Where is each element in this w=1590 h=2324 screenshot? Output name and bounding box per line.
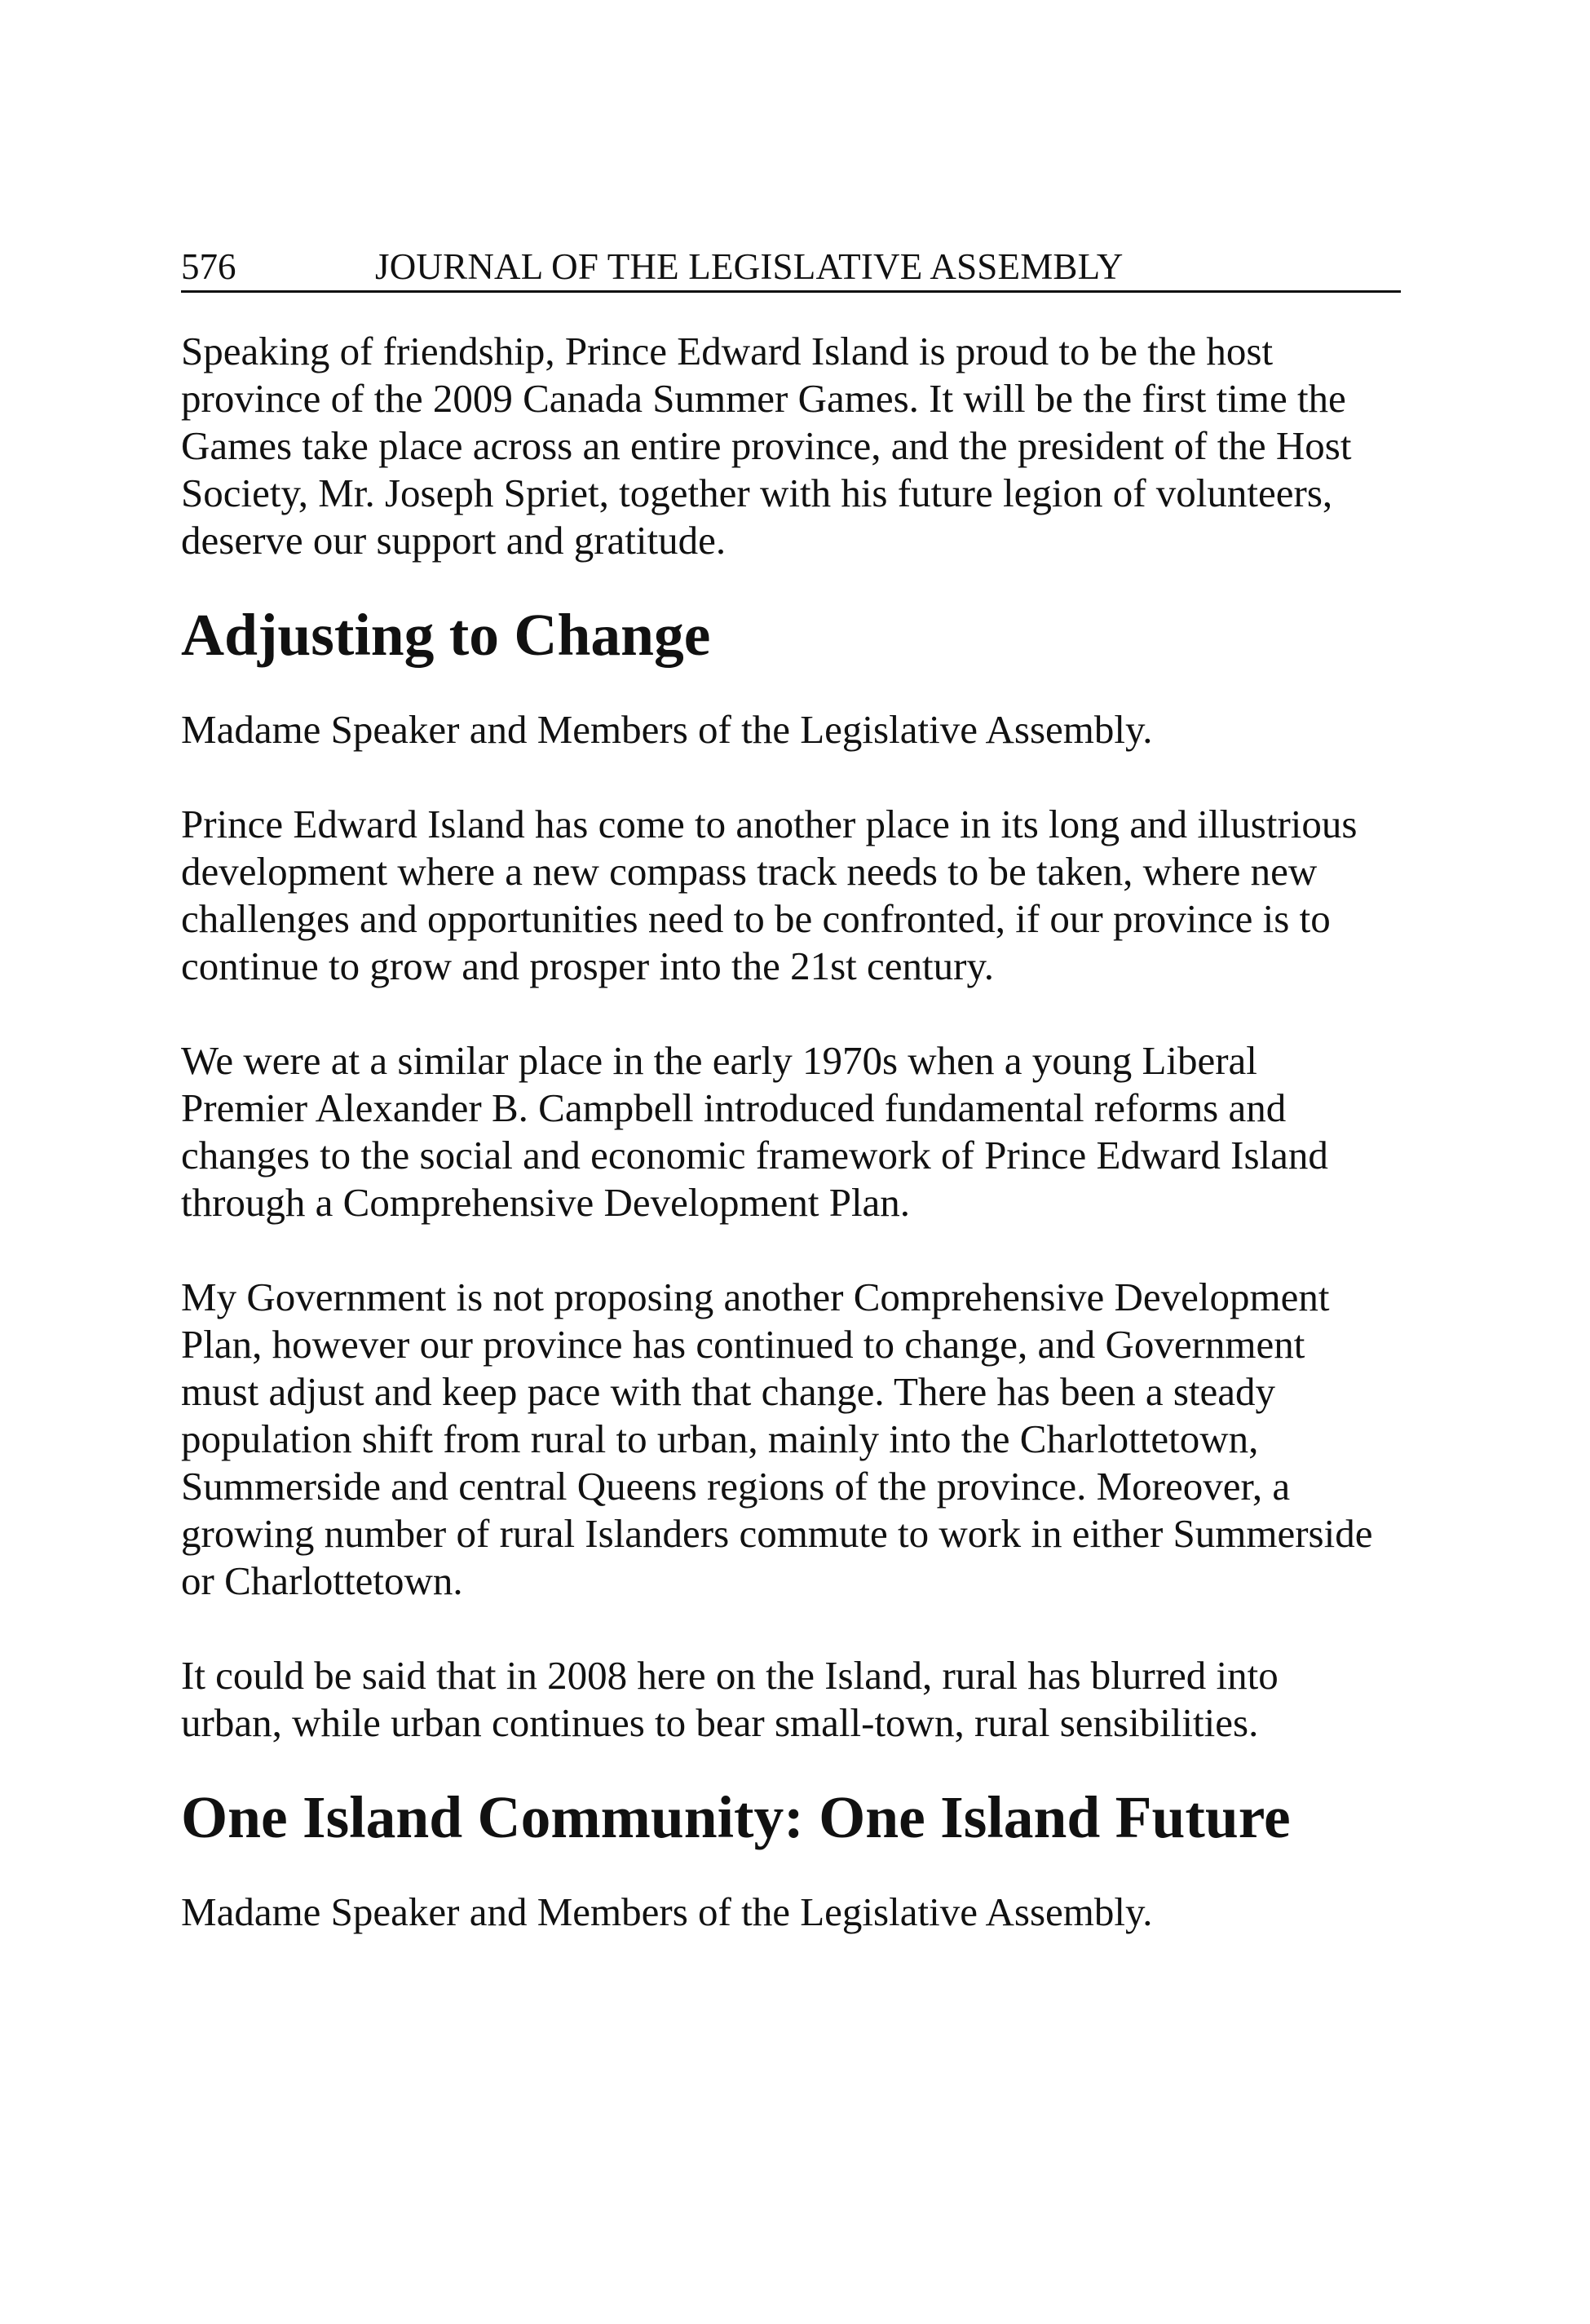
paragraph-address-2: [181, 1889, 1401, 1936]
section-heading-one-island: One Island Community: One Island Future: [181, 1784, 1291, 1850]
paragraph-government: [181, 1274, 1401, 1605]
text-line: continue to grow and prosper into the 21st century.: [181, 943, 995, 988]
text-line: or Charlottetown.: [181, 1558, 463, 1603]
text-line: changes to the social and economic framework of Prince Edward Island: [181, 1133, 1328, 1177]
journal-page: [181, 243, 1401, 1936]
paragraph-friendship: [181, 328, 1401, 564]
section-heading-adjusting-to-change: Adjusting to Change: [181, 602, 711, 668]
text-line: Speaking of friendship, Prince Edward Island is proud to be the host: [181, 329, 1274, 373]
text-line: Premier Alexander B. Campbell introduced fundamental reforms and: [181, 1085, 1287, 1130]
text-line: Madame Speaker and Members of the Legislative Assembly.: [181, 1889, 1153, 1934]
text-line: province of the 2009 Canada Summer Games. It will be the first time the: [181, 376, 1346, 421]
text-line: Plan, however our province has continued to change, and Government: [181, 1322, 1305, 1367]
text-line: urban, while urban continues to bear small-town, rural sensibilities.: [181, 1700, 1259, 1745]
text-line: development where a new compass track needs to be taken, where new: [181, 849, 1318, 894]
text-line: Society, Mr. Joseph Spriet, together with his future legion of volunteers,: [181, 471, 1333, 515]
text-line: It could be said that in 2008 here on the Island, rural has blurred into: [181, 1653, 1279, 1698]
text-line: We were at a similar place in the early 1970s when a young Liberal: [181, 1038, 1257, 1083]
paragraph-2008: [181, 1652, 1401, 1747]
text-line: population shift from rural to urban, mainly into the Charlottetown,: [181, 1416, 1259, 1461]
text-line: through a Comprehensive Development Plan.: [181, 1180, 911, 1225]
running-header: [181, 243, 1401, 293]
text-line: challenges and opportunities need to be confronted, if our province is to: [181, 896, 1331, 941]
paragraph-1970s: [181, 1037, 1401, 1226]
text-line: Prince Edward Island has come to another place in its long and illustrious: [181, 802, 1358, 846]
text-line: must adjust and keep pace with that change. There has been a steady: [181, 1369, 1276, 1414]
page-number: 576: [181, 246, 236, 287]
paragraph-address: [181, 706, 1401, 753]
text-line: deserve our support and gratitude.: [181, 518, 727, 563]
text-line: My Government is not proposing another Comprehensive Development: [181, 1275, 1330, 1319]
text-line: Madame Speaker and Members of the Legislative Assembly.: [181, 707, 1153, 752]
text-line: Summerside and central Queens regions of the province. Moreover, a: [181, 1464, 1291, 1509]
journal-title: JOURNAL OF THE LEGISLATIVE ASSEMBLY: [375, 246, 1124, 287]
text-line: growing number of rural Islanders commute to work in either Summerside: [181, 1511, 1373, 1556]
body-text: [181, 328, 1401, 1936]
text-line: Games take place across an entire province, and the president of the Host: [181, 423, 1352, 468]
paragraph-new-compass: [181, 801, 1401, 990]
